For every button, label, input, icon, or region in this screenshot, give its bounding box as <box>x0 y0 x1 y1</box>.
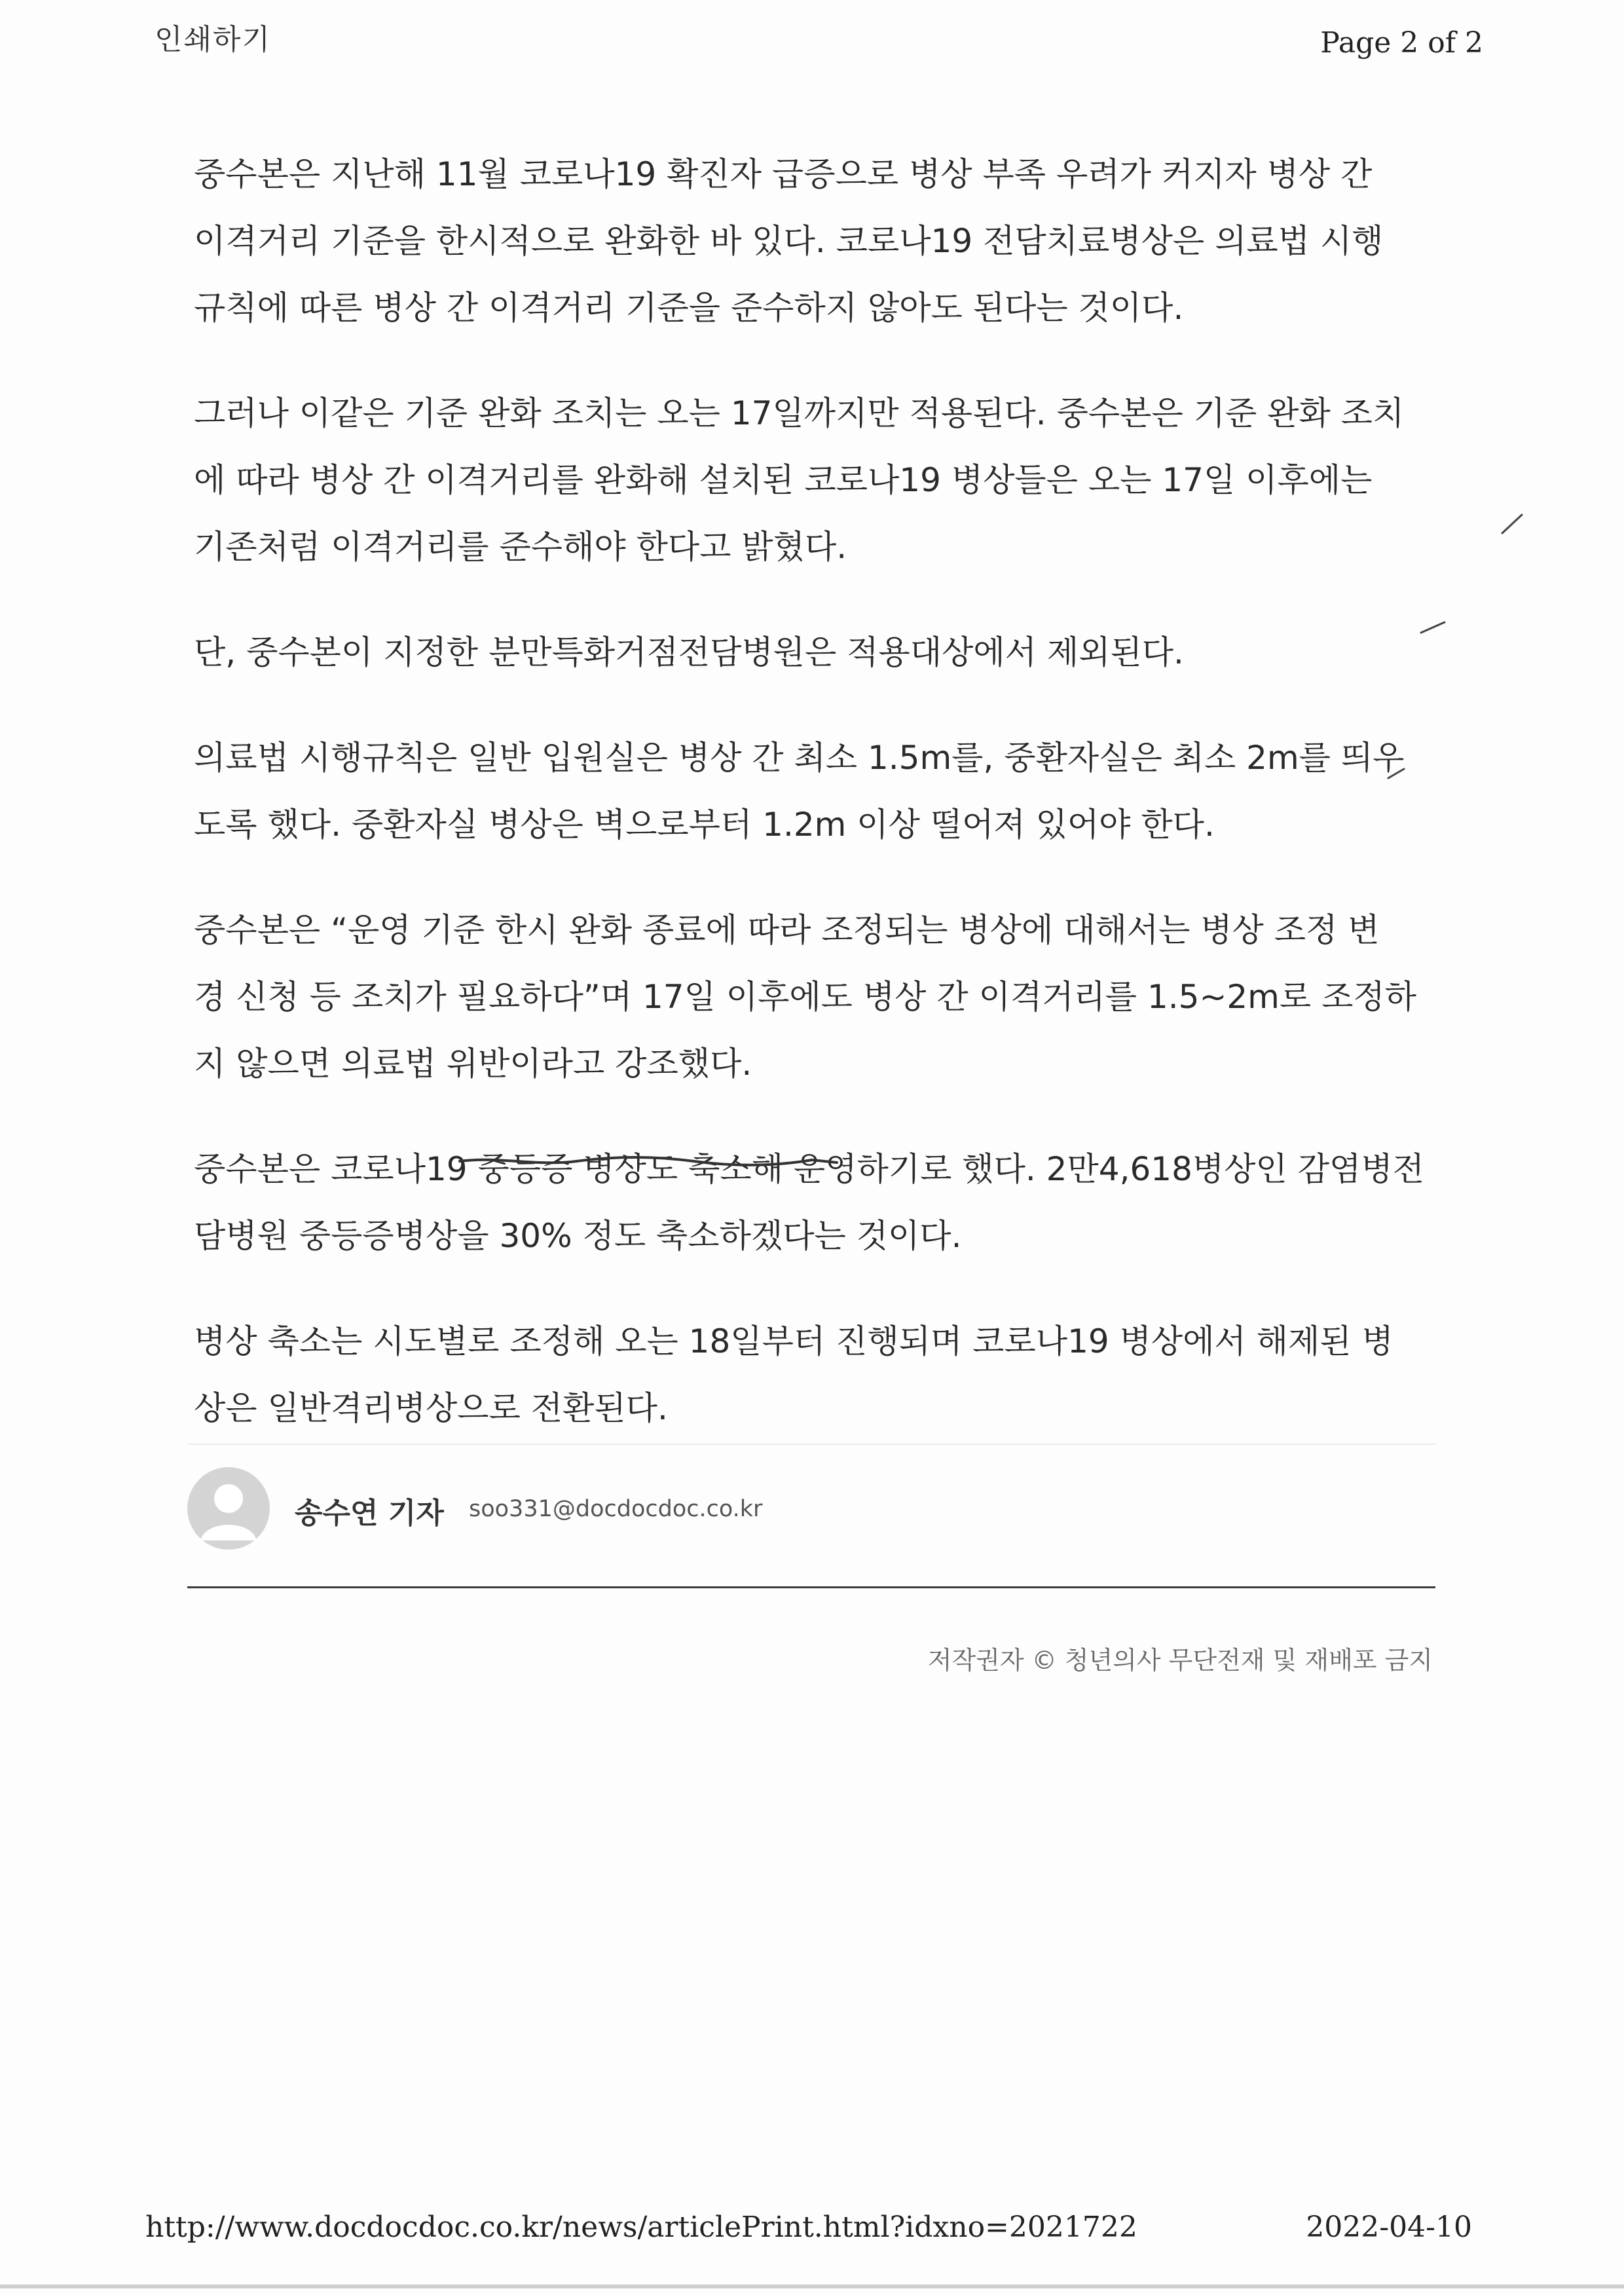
paragraph-4 <box>194 724 1438 858</box>
paragraph-line: 규칙에 따른 병상 간 이격거리 기준을 준수하지 않아도 된다는 것이다. <box>194 289 1184 327</box>
pen-tick-mark <box>1500 511 1526 537</box>
page-bottom-edge <box>0 2285 1624 2288</box>
handwritten-underline <box>458 1153 838 1170</box>
pen-tick-mark <box>1418 618 1447 635</box>
paragraph-line: 의료법 시행규칙은 일반 입원실은 병상 간 최소 1.5m를, 중환자실은 최소 2m를 띄우 <box>194 739 1405 777</box>
copyright-notice: 저작권자 © 청년의사 무단전재 및 재배포 금지 <box>927 1646 1433 1675</box>
page-indicator: Page 2 of 2 <box>1320 26 1483 60</box>
paragraph-2 <box>194 380 1438 580</box>
paragraph-line: 단, 중수본이 지정한 분만특화거점전담병원은 적용대상에서 제외된다. <box>194 633 1184 671</box>
paragraph-line: 지 않으면 의료법 위반이라고 강조했다. <box>194 1045 752 1083</box>
paragraph-line: 도록 했다. 중환자실 병상은 벽으로부터 1.2m 이상 떨어져 있어야 한다. <box>194 806 1215 844</box>
paragraph-line: 경 신청 등 조치가 필요하다”며 17일 이후에도 병상 간 이격거리를 1.5~2m로 조정하 <box>194 978 1416 1016</box>
paragraph-line: 이격거리 기준을 한시적으로 완화한 바 있다. 코로나19 전담치료병상은 의료법 시행 <box>194 222 1384 260</box>
print-label[interactable]: 인쇄하기 <box>155 23 272 56</box>
paragraph-line: 상은 일반격리병상으로 전환된다. <box>194 1389 668 1427</box>
byline-divider <box>187 1586 1435 1588</box>
paragraph-3 <box>194 619 1438 686</box>
section-divider <box>187 1444 1435 1445</box>
paragraph-1 <box>194 141 1438 341</box>
paragraph-line: 중수본은 지난해 11월 코로나19 확진자 급증으로 병상 부족 우려가 커지자 병상 간 <box>194 155 1373 193</box>
reporter-email[interactable]: soo331@docdocdoc.co.kr <box>469 1496 763 1522</box>
article-body <box>194 141 1438 1480</box>
user-silhouette-icon <box>187 1467 270 1550</box>
paragraph-line: 병상 축소는 시도별로 조정해 오는 18일부터 진행되며 코로나19 병상에서 해제된 병 <box>194 1322 1393 1360</box>
footer-date: 2022-04-10 <box>1306 2211 1472 2244</box>
footer-url[interactable]: http://www.docdocdoc.co.kr/news/articlePrint.html?idxno=2021722 <box>145 2211 1137 2244</box>
paragraph-line: 중수본은 “운영 기준 한시 완화 종료에 따라 조정되는 병상에 대해서는 병상 조정 변 <box>194 911 1380 949</box>
paragraph-line: 에 따라 병상 간 이격거리를 완화해 설치된 코로나19 병상들은 오는 17일 이후에는 <box>194 461 1373 499</box>
paragraph-7 <box>194 1308 1438 1442</box>
pen-tick-mark <box>1386 765 1407 781</box>
reporter-byline <box>187 1467 973 1559</box>
paragraph-line: 담병원 중등증병상을 30% 정도 축소하겠다는 것이다. <box>194 1217 962 1255</box>
paragraph-line: 중수본은 코로나19 중등증 병상도 축소해 운영하기로 했다. 2만4,618병상인 감염병전 <box>194 1150 1424 1188</box>
reporter-name: 송수연 기자 <box>295 1497 444 1530</box>
paragraph-5 <box>194 897 1438 1097</box>
paragraph-line: 그러나 이같은 기준 완화 조치는 오는 17일까지만 적용된다. 중수본은 기준 완화 조치 <box>194 394 1405 432</box>
paragraph-line: 기존처럼 이격거리를 준수해야 한다고 밝혔다. <box>194 528 847 566</box>
